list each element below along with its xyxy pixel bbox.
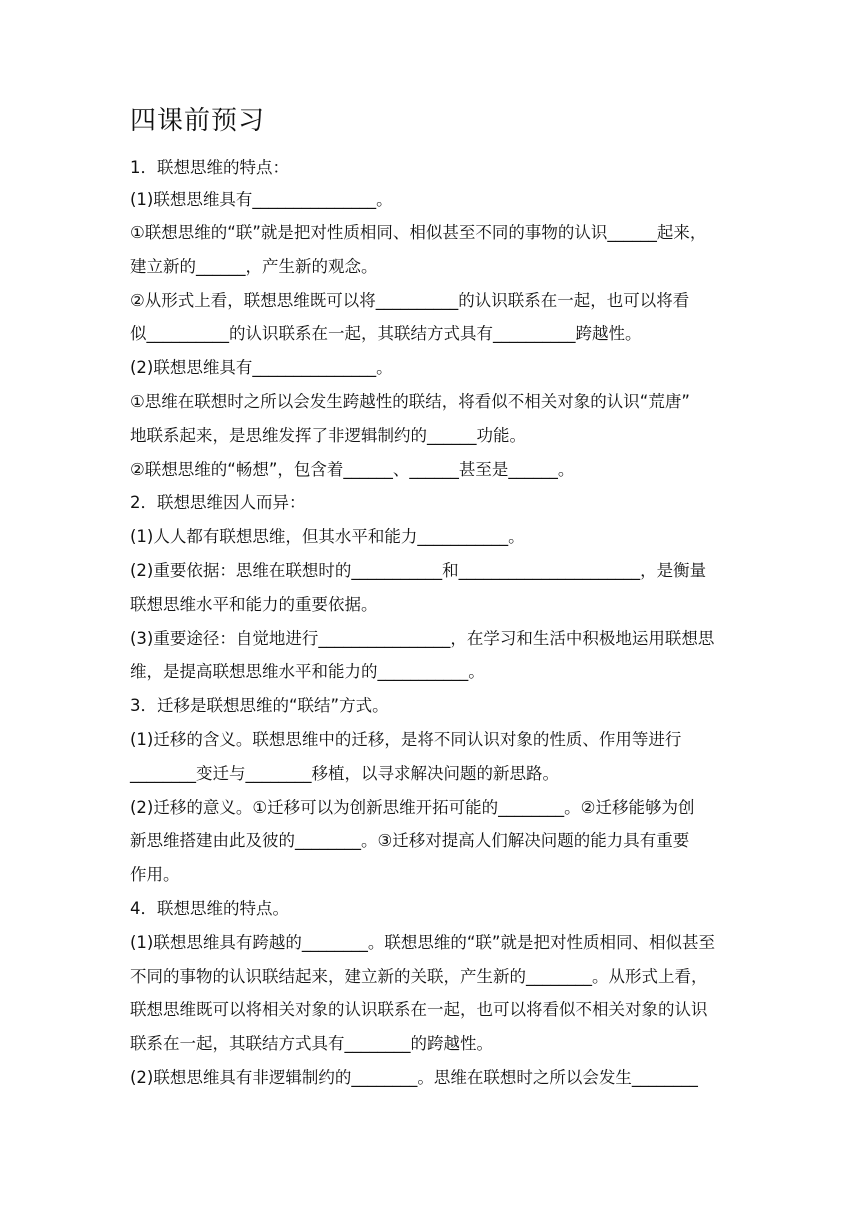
text-line: ①思维在联想时之所以会发生跨越性的联结，将看似不相关对象的认识“荒唐” (130, 392, 690, 411)
text-line: (2)迁移的意义。①迁移可以为创新思维开拓可能的________。②迁移能够为创 (130, 798, 695, 817)
text-line: (1)迁移的含义。联想思维中的迁移，是将不同认识对象的性质、作用等进行 (130, 730, 682, 749)
text-line: 联想思维水平和能力的重要依据。 (130, 595, 378, 614)
text-line: 不同的事物的认识联结起来，建立新的关联，产生新的________。从形式上看， (130, 967, 708, 986)
page-title: 四课前预习 (130, 106, 266, 136)
text-line: (2)联想思维具有_______________。 (130, 358, 393, 377)
text-line: 作用。 (130, 865, 180, 884)
text-line: (2)联想思维具有非逻辑制约的________。思维在联想时之所以会发生________ (130, 1068, 698, 1087)
section-heading-4: 4．联想思维的特点。 (130, 899, 289, 918)
text-line: 地联系起来，是思维发挥了非逻辑制约的______功能。 (130, 426, 526, 445)
section-heading-1: 1．联想思维的特点： (130, 158, 289, 177)
text-line: ①联想思维的“联”就是把对性质相同、相似甚至不同的事物的认识______起来， (130, 223, 707, 242)
text-line: (1)人人都有联想思维，但其水平和能力___________。 (130, 527, 525, 546)
text-line: 建立新的______，产生新的观念。 (130, 257, 378, 276)
text-line: 维，是提高联想思维水平和能力的___________。 (130, 662, 485, 681)
text-line: 似__________的认识联系在一起，其联结方式具有__________跨越性。 (130, 324, 642, 343)
text-line: (3)重要途径：自觉地进行________________，在学习和生活中积极地运用联想思 (130, 629, 715, 648)
text-line: (1)联想思维具有_______________。 (130, 190, 393, 209)
text-line: 联系在一起，其联结方式具有________的跨越性。 (130, 1034, 493, 1053)
section-heading-2: 2．联想思维因人而异： (130, 493, 306, 512)
text-line: ②联想思维的“畅想”，包含着______、______甚至是______。 (130, 460, 575, 479)
text-line: (1)联想思维具有跨越的________。联想思维的“联”就是把对性质相同、相似甚至 (130, 933, 715, 952)
text-line: ②从形式上看，联想思维既可以将__________的认识联系在一起，也可以将看 (130, 291, 690, 310)
section-heading-3: 3．迁移是联想思维的“联结”方式。 (130, 696, 389, 715)
text-line: 联想思维既可以将相关对象的认识联系在一起，也可以将看似不相关对象的认识 (130, 1000, 708, 1019)
text-line: 新思维搭建由此及彼的________。③迁移对提高人们解决问题的能力具有重要 (130, 831, 690, 850)
text-line: ________变迁与________移植，以寻求解决问题的新思路。 (130, 764, 559, 783)
text-line: (2)重要依据：思维在联想时的___________和______________________，是衡量 (130, 561, 707, 580)
